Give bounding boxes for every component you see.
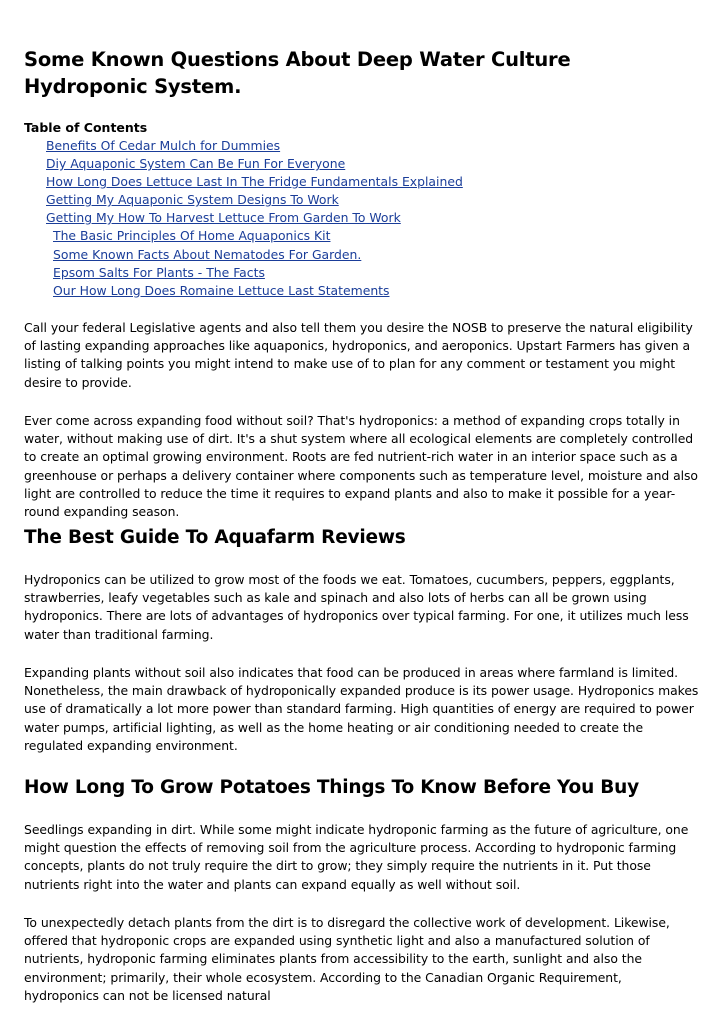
toc-item bbox=[24, 209, 700, 227]
section-heading: How Long To Grow Potatoes Things To Know Before You Buy bbox=[24, 777, 640, 798]
paragraph: Hydroponics can be utilized to grow most of the foods we eat. Tomatoes, cucumbers, peppers, eggplants, strawberries, leafy vegetables such as kale and spinach and also lots of herbs can all be grown using hydroponics. There are lots of advantages of hydroponics over typical farming. For one, it utilizes much less water than traditional farming. bbox=[24, 572, 689, 642]
toc-subitem bbox=[24, 227, 700, 245]
table-of-contents bbox=[24, 119, 700, 300]
toc-item bbox=[24, 191, 700, 209]
paragraph: To unexpectedly detach plants from the dirt is to disregard the collective work of development. Likewise, offered that hydroponic crops are expanded using synthetic light and also a manufactured solution of nutrients, hydroponic farming eliminates plants from accessibility to the earth, sunlight and also the environment; primarily, their whole ecosystem. According to the Canadian Organic Requirement, hydroponics can not be licensed natural bbox=[24, 915, 670, 1003]
section-heading: The Best Guide To Aquafarm Reviews bbox=[24, 527, 406, 548]
toc-heading: Table of Contents bbox=[24, 120, 148, 135]
toc-link[interactable]: Getting My Aquaponic System Designs To Work bbox=[46, 192, 339, 208]
toc-link[interactable]: How Long Does Lettuce Last In The Fridge Fundamentals Explained bbox=[46, 174, 463, 190]
paragraph: Ever come across expanding food without soil? That's hydroponics: a method of expanding crops totally in water, without making use of dirt. It's a shut system where all ecological elements are completely controlled to create an optimal growing environment. Roots are fed nutrient-rich water in an interior space such as a greenhouse or perhaps a delivery container where components such as temperature level, moisture and also light are controlled to reduce the time it requires to expand plants and also to make it possible for a year-round expanding season. bbox=[24, 413, 698, 520]
paragraph: Expanding plants without soil also indicates that food can be produced in areas where farmland is limited. Nonetheless, the main drawback of hydroponically expanded produce is its power usage. Hydroponics makes use of dramatically a lot more power than standard farming. High quantities of energy are required to power water pumps, artificial lighting, as well as the home heating or air conditioning needed to create the regulated expanding environment. bbox=[24, 665, 699, 753]
toc-link[interactable]: Some Known Facts About Nematodes For Garden. bbox=[53, 246, 362, 262]
toc-link[interactable]: The Basic Principles Of Home Aquaponics Kit bbox=[53, 228, 331, 244]
paragraph: Seedlings expanding in dirt. While some might indicate hydroponic farming as the future of agriculture, one might question the effects of removing soil from the agriculture process. According to hydroponic farming concepts, plants do not truly require the dirt to grow; they simply require the nutrients in it. Put those nutrients right into the water and plants can expand equally as well without soil. bbox=[24, 822, 689, 892]
toc-subitem bbox=[24, 264, 700, 282]
toc-link[interactable]: Diy Aquaponic System Can Be Fun For Everyone bbox=[46, 156, 346, 172]
toc-link[interactable]: Our How Long Does Romaine Lettuce Last Statements bbox=[53, 282, 390, 298]
toc-list bbox=[24, 137, 700, 300]
toc-link[interactable]: Getting My How To Harvest Lettuce From Garden To Work bbox=[46, 210, 401, 226]
toc-subitem bbox=[24, 246, 700, 264]
toc-item bbox=[24, 173, 700, 191]
toc-link[interactable]: Benefits Of Cedar Mulch for Dummies bbox=[46, 138, 281, 153]
paragraph: Call your federal Legislative agents and also tell them you desire the NOSB to preserve the natural eligibility of lasting expanding approaches like aquaponics, hydroponics, and aeroponics. Upstart Farmers has given a listing of talking points you might intend to make use of to plan for any comment or testament you might desire to provide. bbox=[24, 320, 693, 390]
page-title: Some Known Questions About Deep Water Culture Hydroponic System. bbox=[24, 48, 571, 98]
toc-link[interactable]: Epsom Salts For Plants - The Facts bbox=[53, 264, 265, 280]
toc-subitem bbox=[24, 282, 700, 300]
toc-item bbox=[24, 137, 700, 155]
toc-item bbox=[24, 155, 700, 173]
